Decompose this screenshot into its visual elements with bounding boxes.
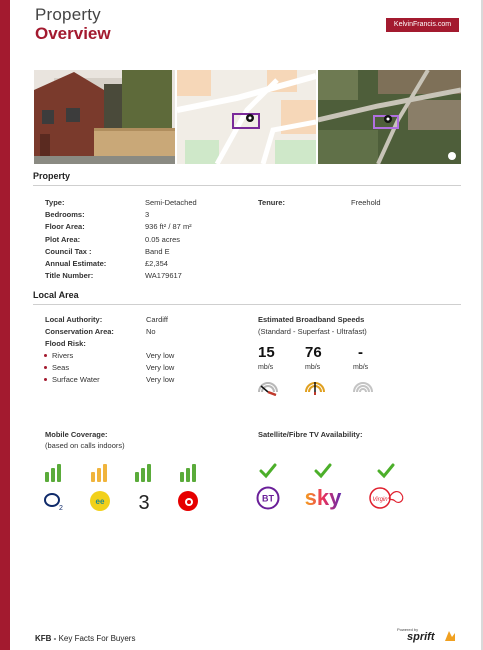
bedrooms-label: Bedrooms: [45,210,85,219]
conservation-area-label: Conservation Area: [45,327,114,336]
bullet-icon [44,366,47,369]
tv-availability-heading: Satellite/Fibre TV Availability: [258,430,363,439]
flood-seas-value: Very low [146,363,175,372]
local-authority-label: Local Authority: [45,315,103,324]
sprift-mark-icon [443,629,457,643]
flood-rivers-value: Very low [146,351,175,360]
type-label: Type: [45,198,65,207]
sky-available-check-icon [314,463,332,479]
tenure-label: Tenure: [258,198,285,207]
bt-logo-icon [256,486,280,510]
svg-text:Virgin: Virgin [372,497,388,503]
title-number-value: WA179617 [145,271,182,280]
street-map [177,70,316,164]
aerial-map [318,70,461,164]
ultrafast-speed-unit: mb/s [353,364,369,371]
local-area-heading: Local Area [33,290,79,300]
vodafone-logo-icon [177,490,199,512]
bullet-icon [44,354,47,357]
bedrooms-value: 3 [145,210,150,219]
virgin-logo-icon [369,485,405,511]
standard-speed: 15 [258,344,275,361]
virgin-available-check-icon [377,463,395,479]
superfast-speed-gauge-icon [303,378,327,396]
conservation-area-value: No [146,327,156,336]
council-tax-value: Band E [145,247,170,256]
mobile-coverage-heading: Mobile Coverage: [45,430,108,439]
red-spine [0,0,10,650]
o2-logo-icon [43,490,65,512]
council-tax-label: Council Tax : [45,247,92,256]
house-photo [34,70,175,164]
flood-risk-label: Flood Risk: [45,339,86,348]
tenure-value: Freehold [351,198,381,207]
sprift-logo: sprift [407,631,435,643]
vodafone-signal-icon [179,464,197,482]
three-signal-icon [134,464,152,482]
ee-logo-icon [89,489,111,513]
brand-logo: KelvinFrancis.com [386,18,459,32]
page-title-line2: Overview [35,24,111,43]
floor-area-label: Floor Area: [45,222,85,231]
bt-available-check-icon [259,463,277,479]
three-logo-icon [133,489,155,513]
powered-by-label: Powered by [397,627,419,632]
footer-kfb-label: KFB - [35,634,57,643]
footer-kfb-text: Key Facts For Buyers [58,634,136,643]
local-area-rule [33,304,461,305]
broadband-subheading: (Standard - Superfast - Ultrafast) [258,327,367,336]
standard-speed-gauge-icon [256,378,280,396]
ultrafast-speed: - [358,344,363,361]
ee-signal-icon [90,464,108,482]
property-rule [33,185,461,186]
plot-area-label: Plot Area: [45,235,81,244]
property-heading: Property [33,171,71,181]
mobile-coverage-subheading: (based on calls indoors) [45,441,125,450]
annual-estimate-label: Annual Estimate: [45,259,107,268]
superfast-speed-unit: mb/s [305,364,321,371]
standard-speed-unit: mb/s [258,364,274,371]
flood-seas-label: Seas [52,363,70,372]
local-authority-value: Cardiff [146,315,168,324]
plot-area-value: 0.05 acres [145,235,181,244]
svg-text:2: 2 [59,505,63,512]
annual-estimate-value: £2,354 [145,259,168,268]
superfast-speed: 76 [305,344,322,361]
bullet-icon [44,378,47,381]
o2-signal-icon [44,464,62,482]
broadband-heading: Estimated Broadband Speeds [258,315,365,324]
sky-logo-icon [303,483,343,511]
flood-rivers-label: Rivers [52,351,74,360]
type-value: Semi-Detached [145,198,197,207]
footer-tagline [35,634,135,643]
title-number-label: Title Number: [45,271,94,280]
svg-text:BT: BT [262,493,274,504]
ultrafast-speed-gauge-icon [351,378,375,396]
svg-text:ee: ee [95,497,105,506]
svg-text:3: 3 [138,492,150,513]
svg-text:sky: sky [304,485,342,510]
page-title-line1: Property [35,5,101,24]
flood-surface-water-value: Very low [146,375,175,384]
flood-surface-water-label: Surface Water [52,375,100,384]
floor-area-value: 936 ft² / 87 m² [145,222,192,231]
